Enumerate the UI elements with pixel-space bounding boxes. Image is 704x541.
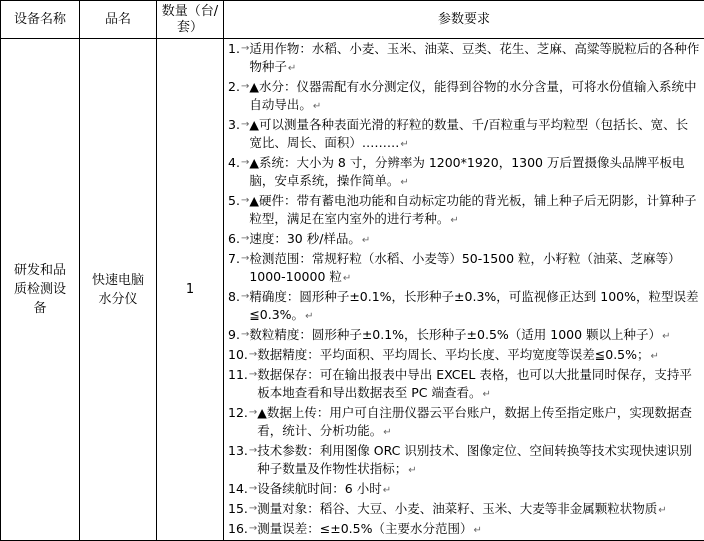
param-text-wrap: [249, 250, 700, 288]
param-text-wrap: [249, 40, 700, 78]
param-item: [228, 326, 700, 346]
params-list: [228, 40, 700, 540]
param-item: [228, 78, 700, 116]
paragraph-mark-icon: ↵: [651, 351, 659, 362]
paragraph-mark-icon: ↵: [362, 235, 370, 246]
param-text-wrap: [249, 78, 700, 116]
paragraph-mark-icon: ↵: [313, 101, 321, 112]
paragraph-mark-icon: ↵: [474, 525, 482, 536]
device-name-text: 研发和品质检测设备: [1, 261, 79, 318]
tab-arrow-icon: →: [241, 288, 249, 326]
param-text-wrap: [249, 230, 700, 250]
tab-arrow-icon: →: [241, 116, 249, 154]
tab-arrow-icon: →: [249, 346, 257, 366]
param-text: 适用作物：水稻、小麦、玉米、油菜、豆类、花生、芝麻、高粱等脱粒后的各种作物种子: [249, 41, 699, 74]
param-text-wrap: [257, 500, 700, 520]
param-item: [228, 346, 700, 366]
tab-arrow-icon: →: [241, 250, 249, 288]
param-item: [228, 250, 700, 288]
param-number: 2.: [228, 78, 240, 116]
tab-arrow-icon: →: [241, 78, 249, 116]
paragraph-mark-icon: ↵: [408, 465, 416, 476]
param-item: [228, 288, 700, 326]
tab-arrow-icon: →: [241, 230, 249, 250]
header-device-name: 设备名称: [1, 1, 80, 39]
param-number: 12.: [228, 404, 248, 442]
param-item: [228, 116, 700, 154]
paragraph-mark-icon: ↵: [400, 139, 408, 150]
param-number: 10.: [228, 346, 248, 366]
param-text-wrap: [257, 404, 700, 442]
paragraph-mark-icon: ↵: [658, 505, 666, 516]
param-text-wrap: [257, 366, 700, 404]
product-name-cell: [80, 39, 157, 541]
param-text-wrap: [249, 154, 700, 192]
header-quantity: 数量（台/套）: [157, 1, 224, 39]
param-number: 4.: [228, 154, 240, 192]
tab-arrow-icon: →: [249, 366, 257, 404]
param-number: 14.: [228, 480, 248, 500]
param-text: 数粒精度：圆形种子±0.1%，长形种子±0.5%（适用 1000 颗以上种子）: [249, 327, 661, 342]
param-text: 测量误差：≤±0.5%（主要水分范围）: [257, 521, 472, 536]
param-number: 11.: [228, 366, 248, 404]
param-item: [228, 192, 700, 230]
param-text: 技术参数：利用图像 ORC 识别技术、图像定位、空间转换等技术实现快速识别种子数量及作物性状指标；: [257, 443, 692, 476]
quantity-cell: [157, 39, 224, 541]
param-number: 5.: [228, 192, 240, 230]
param-text-wrap: [249, 326, 700, 346]
param-number: 9.: [228, 326, 240, 346]
tab-arrow-icon: →: [241, 40, 249, 78]
param-item: [228, 404, 700, 442]
paragraph-mark-icon: ↵: [288, 63, 296, 74]
tab-arrow-icon: →: [249, 442, 257, 480]
param-text: 速度：30 秒/样品。: [249, 231, 361, 246]
product-name-text: 快速电脑水分仪: [80, 271, 156, 309]
tab-arrow-icon: →: [249, 404, 257, 442]
tab-arrow-icon: →: [241, 192, 249, 230]
paragraph-mark-icon: ↵: [662, 331, 670, 342]
param-text-wrap: [257, 442, 700, 480]
params-cell: [224, 39, 704, 541]
param-text: ▲硬件：带有蓄电池功能和自动标定功能的背光板，铺上种子后无阴影，计算种子粒型，满足在室内室外的进行考种。: [249, 193, 696, 226]
param-text: 数据保存：可在输出报表中导出 EXCEL 表格，也可以大批量同时保存，支持平板本地查看和导出数据表至 PC 端查看。: [257, 367, 692, 400]
paragraph-mark-icon: ↵: [450, 215, 458, 226]
tab-arrow-icon: →: [241, 326, 249, 346]
param-number: 8.: [228, 288, 240, 326]
param-number: 13.: [228, 442, 248, 480]
param-text-wrap: [249, 192, 700, 230]
param-item: [228, 154, 700, 192]
param-item: [228, 480, 700, 500]
paragraph-mark-icon: ↵: [343, 273, 351, 284]
tab-arrow-icon: →: [249, 520, 257, 540]
param-text: 设备续航时间：6 小时: [257, 481, 381, 496]
param-number: 16.: [228, 520, 248, 540]
param-text: ▲系统：大小为 8 寸，分辨率为 1200*1920，1300 万后置摄像头品牌平板电脑，安卓系统，操作简单。: [249, 155, 684, 188]
param-text-wrap: [257, 480, 700, 500]
paragraph-mark-icon: ↵: [400, 177, 408, 188]
param-text: 检测范围：常规籽粒（水稻、小麦等）50-1500 粒，小籽粒（油菜、芝麻等）1000-10000 粒: [249, 251, 680, 284]
param-text-wrap: [257, 520, 700, 540]
param-number: 6.: [228, 230, 240, 250]
param-text: ▲水分：仪器需配有水分测定仪，能得到谷物的水分含量，可将水份值输入系统中自动导出。: [249, 79, 696, 112]
param-text: ▲数据上传：用户可自注册仪器云平台账户，数据上传至指定账户，实现数据查看，统计、分析功能。: [257, 405, 692, 438]
header-row: [1, 1, 704, 39]
tab-arrow-icon: →: [249, 500, 257, 520]
header-product-name: 品名: [80, 1, 157, 39]
param-number: 3.: [228, 116, 240, 154]
table-row: [1, 39, 704, 541]
param-number: 15.: [228, 500, 248, 520]
quantity-value: 1: [186, 282, 194, 297]
device-name-cell: [1, 39, 80, 541]
param-item: [228, 40, 700, 78]
param-text: 精确度：圆形种子±0.1%，长形种子±0.3%，可监视修正达到 100%，粒型误差≦0.3%。: [249, 289, 698, 322]
param-text: 测量对象：稻谷、大豆、小麦、油菜籽、玉米、大麦等非金属颗粒状物质: [257, 501, 657, 516]
param-item: [228, 230, 700, 250]
paragraph-mark-icon: ↵: [483, 389, 491, 400]
param-item: [228, 520, 700, 540]
param-text-wrap: [249, 116, 700, 154]
paragraph-mark-icon: ↵: [305, 311, 313, 322]
param-item: [228, 366, 700, 404]
header-params: 参数要求: [224, 1, 704, 39]
param-text-wrap: [249, 288, 700, 326]
param-number: 7.: [228, 250, 240, 288]
param-text: 数据精度：平均面积、平均周长、平均长度、平均宽度等误差≦0.5%；: [257, 347, 649, 362]
paragraph-mark-icon: ↵: [383, 485, 391, 496]
param-item: [228, 500, 700, 520]
tab-arrow-icon: →: [249, 480, 257, 500]
tab-arrow-icon: →: [241, 154, 249, 192]
param-item: [228, 442, 700, 480]
param-number: 1.: [228, 40, 240, 78]
param-text-wrap: [257, 346, 700, 366]
param-text: ▲可以测量各种表面光滑的籽粒的数量、千/百粒重与平均粒型（包括长、宽、长宽比、周长、面积）………: [249, 117, 688, 150]
paragraph-mark-icon: ↵: [383, 427, 391, 438]
